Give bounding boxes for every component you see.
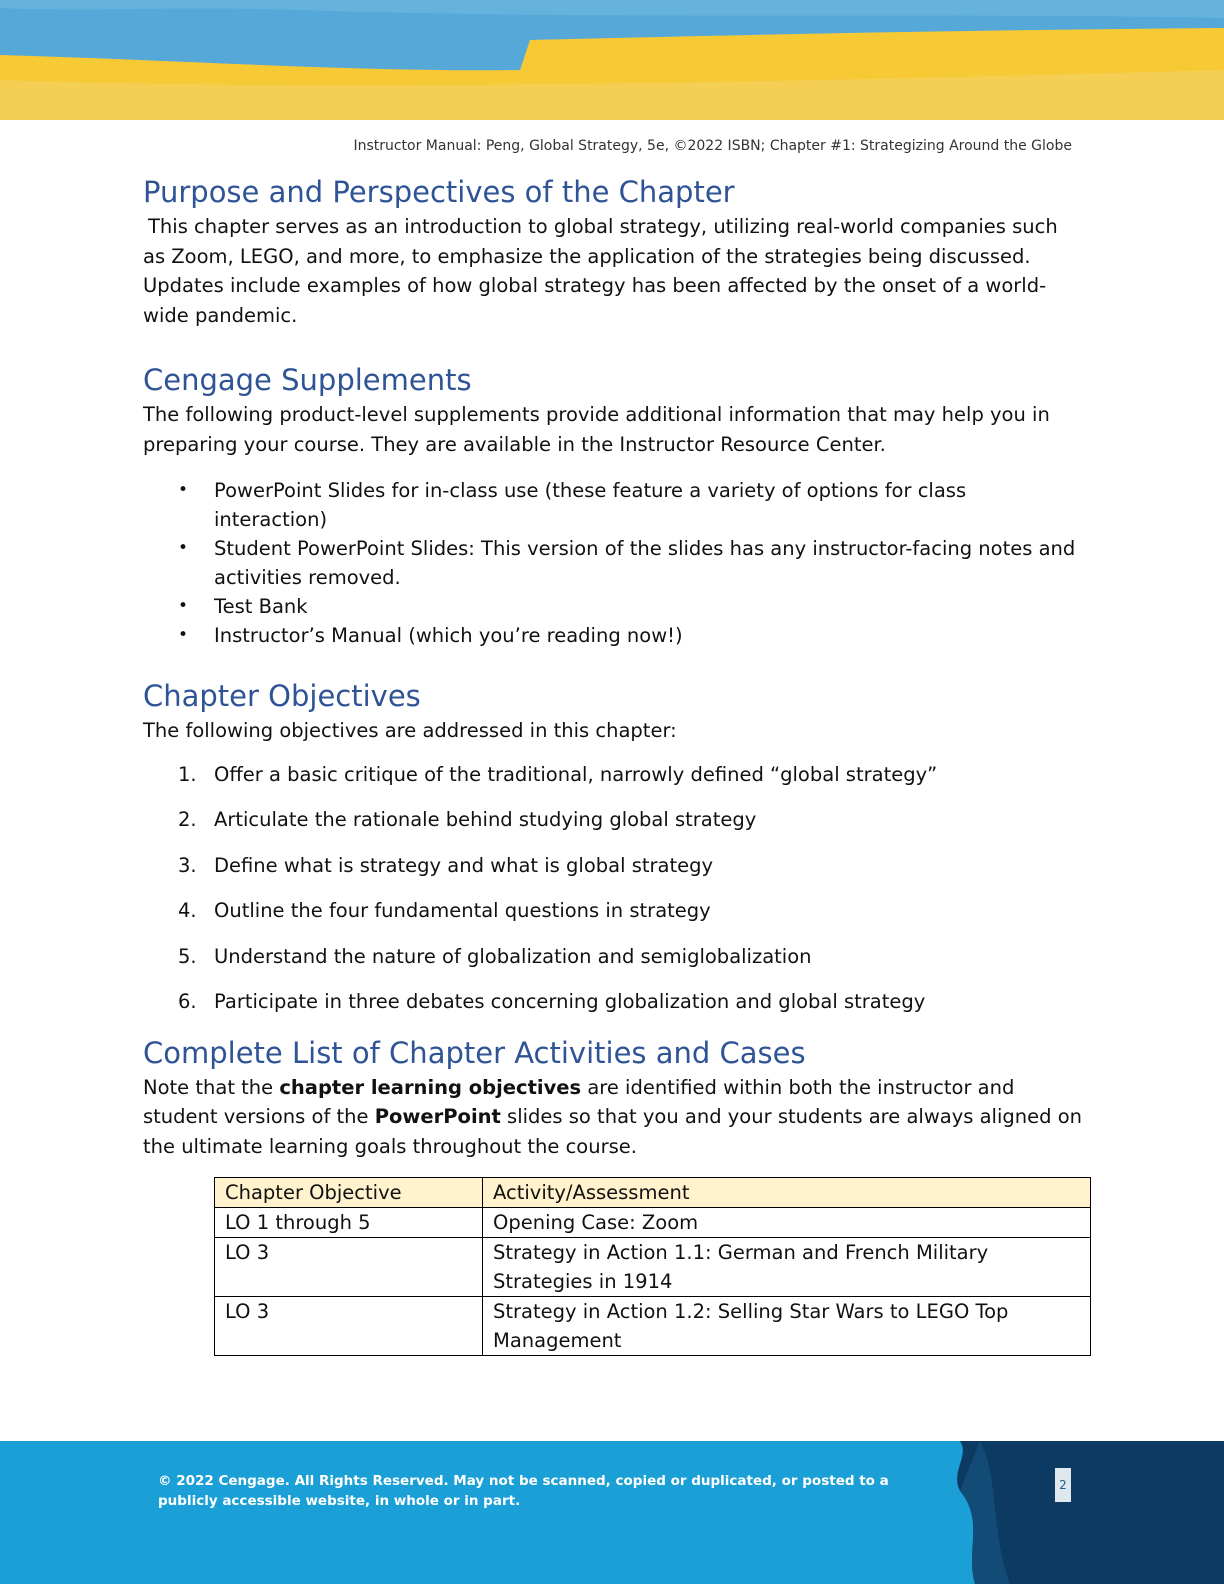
list-number: 1. — [178, 762, 197, 786]
note-text: slides so that you and your students are always aligned on the ultimate learning goals throughout the course. — [143, 1105, 1082, 1158]
list-item: • PowerPoint Slides for in-class use (these feature a variety of options for class interaction) — [143, 476, 1083, 534]
supplements-list — [143, 476, 1083, 650]
objectives-heading: Chapter Objectives — [143, 679, 421, 713]
list-text: Offer a basic critique of the traditional, narrowly defined “global strategy” — [214, 762, 938, 786]
footer-artwork — [0, 1441, 1224, 1584]
page-footer — [0, 1441, 1224, 1584]
table-row — [215, 1238, 1091, 1297]
list-item — [143, 760, 1083, 789]
note-bold: chapter learning objectives — [279, 1075, 582, 1099]
note-text: Note that the — [143, 1075, 280, 1099]
purpose-heading: Purpose and Perspectives of the Chapter — [143, 175, 735, 209]
supplements-heading: Cengage Supplements — [143, 363, 472, 397]
list-number: 3. — [178, 853, 197, 877]
table-cell: LO 3 — [215, 1238, 483, 1297]
list-number: 5. — [178, 944, 197, 968]
list-item — [143, 987, 1083, 1016]
list-item — [143, 942, 1083, 971]
list-item — [143, 851, 1083, 880]
table-header-cell: Activity/Assessment — [483, 1178, 1091, 1208]
banner-artwork — [0, 0, 1224, 120]
list-text: Participate in three debates concerning globalization and global strategy — [214, 990, 926, 1013]
note-text: are identified within both the instructor and student versions of the — [143, 1075, 1015, 1128]
table-header-row — [215, 1178, 1091, 1208]
objectives-list — [143, 760, 1083, 1017]
list-item: • Test Bank — [143, 592, 1083, 621]
supplements-section — [143, 360, 1083, 650]
header-banner — [0, 0, 1224, 120]
activities-table — [214, 1177, 1091, 1356]
table-header-cell: Chapter Objective — [215, 1178, 483, 1208]
activities-section — [143, 1033, 1083, 1357]
table-row — [215, 1297, 1091, 1356]
supplements-body: The following product-level supplements provide additional information that may help you in preparing your course. They are available in the Instructor Resource Center. — [143, 403, 1050, 456]
list-text: Define what is strategy and what is global strategy — [214, 853, 714, 877]
table-cell: Strategy in Action 1.1: German and French Military Strategies in 1914 — [483, 1238, 1091, 1297]
purpose-body: This chapter serves as an introduction to global strategy, utilizing real-world companies such as Zoom, LEGO, and more, to emphasize the application of the strategies being discussed. Updates include examples of how global strategy has been affected by the onset of a world-wide pandemic. — [143, 215, 1058, 327]
copyright-notice: © 2022 Cengage. All Rights Reserved. May not be scanned, copied or duplicated, or posted to a publicly accessible website, in whole or in part. — [158, 1473, 889, 1509]
page-number: 2 — [1055, 1468, 1071, 1502]
activities-heading: Complete List of Chapter Activities and Cases — [143, 1035, 806, 1070]
objectives-body: The following objectives are addressed in this chapter: — [143, 719, 677, 742]
list-number: 6. — [178, 990, 197, 1013]
main-content — [143, 172, 1083, 1356]
table-cell: Opening Case: Zoom — [483, 1208, 1091, 1238]
list-text: Understand the nature of globalization and semiglobalization — [214, 944, 812, 968]
list-item — [143, 896, 1083, 925]
objectives-section — [143, 676, 1083, 1016]
table-row — [215, 1208, 1091, 1238]
activities-note — [143, 1073, 1083, 1162]
table-cell: LO 1 through 5 — [215, 1208, 483, 1238]
table-cell: LO 3 — [215, 1297, 483, 1356]
note-bold: PowerPoint — [374, 1105, 501, 1128]
list-item — [143, 805, 1083, 834]
list-item: • Instructor’s Manual (which you’re reading now!) — [143, 621, 1083, 650]
list-number: 4. — [178, 899, 197, 922]
list-item: • Student PowerPoint Slides: This version of the slides has any instructor-facing notes and activities removed. — [143, 534, 1083, 592]
table-cell: Strategy in Action 1.2: Selling Star Wars to LEGO Top Management — [483, 1297, 1091, 1356]
running-header: Instructor Manual: Peng, Global Strategy, 5e, ©2022 ISBN; Chapter #1: Strategizing Around the Globe — [353, 138, 1072, 154]
list-number: 2. — [178, 808, 197, 831]
purpose-section — [143, 172, 1083, 330]
list-text: Articulate the rationale behind studying global strategy — [214, 808, 757, 831]
list-text: Outline the four fundamental questions in strategy — [214, 899, 711, 922]
